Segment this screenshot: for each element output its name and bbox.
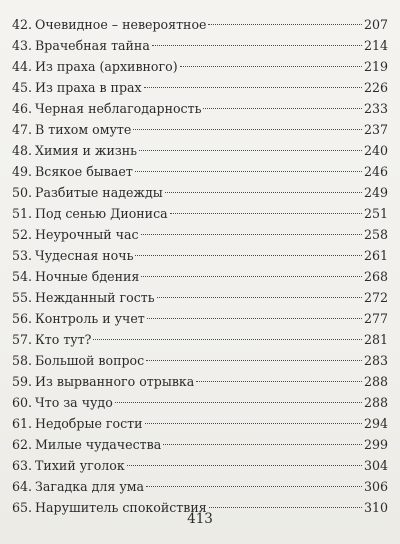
entry-page: 283 [363,353,388,368]
entry-number: 57. [12,332,33,347]
entry-title: Контроль и учет [35,311,145,326]
dot-leader [152,45,362,46]
entry-number: 63. [12,458,33,473]
entry-title: Из праха (архивного) [35,59,178,74]
entry-number: 42. [12,17,33,32]
entry-number: 46. [12,101,33,116]
dot-leader [115,402,362,403]
entry-number: 55. [12,290,33,305]
entry-number: 56. [12,311,33,326]
entry-page: 251 [363,206,388,221]
entry-title: Неурочный час [35,227,139,242]
dot-leader [203,108,362,109]
entry-number: 44. [12,59,33,74]
entry-title: Под сенью Диониса [35,206,168,221]
entry-page: 281 [363,332,388,347]
dot-leader [127,465,362,466]
dot-leader [93,339,362,340]
toc-entry [12,161,388,182]
entry-page: 277 [363,311,388,326]
entry-title: Большой вопрос [35,353,145,368]
toc-entry [12,413,388,434]
toc-entry [12,371,388,392]
dot-leader [157,297,362,298]
toc-entry [12,203,388,224]
toc-entry [12,119,388,140]
entry-page: 294 [363,416,388,431]
dot-leader [135,255,362,256]
entry-title: Загадка для ума [35,479,145,494]
entry-title: Чудесная ночь [35,248,134,263]
entry-number: 65. [12,500,33,515]
entry-title: Очевидное – невероятное [35,17,207,32]
dot-leader [139,150,362,151]
entry-number: 61. [12,416,33,431]
entry-page: 219 [363,59,388,74]
entry-number: 54. [12,269,33,284]
entry-number: 45. [12,80,33,95]
entry-title: Черная неблагодарность [35,101,202,116]
entry-page: 299 [363,437,388,452]
toc-entry [12,77,388,98]
entry-page: 288 [363,374,388,389]
dot-leader [145,423,362,424]
entry-page: 240 [363,143,388,158]
toc-entry [12,392,388,413]
toc-entry [12,266,388,287]
dot-leader [165,192,362,193]
entry-number: 48. [12,143,33,158]
entry-title: Тихий уголок [35,458,125,473]
entry-title: Химия и жизнь [35,143,138,158]
dot-leader [163,444,362,445]
entry-title: Милые чудачества [35,437,162,452]
entry-title: Из вырванного отрывка [35,374,195,389]
entry-title: Нарушитель спокойствия [35,500,207,515]
toc-entry [12,455,388,476]
dot-leader [133,129,362,130]
entry-page: 272 [363,290,388,305]
entry-number: 53. [12,248,33,263]
toc-entry [12,350,388,371]
toc-entry [12,224,388,245]
toc-entry [12,287,388,308]
entry-page: 246 [363,164,388,179]
dot-leader [146,486,362,487]
entry-number: 59. [12,374,33,389]
entry-page: 237 [363,122,388,137]
entry-title: В тихом омуте [35,122,132,137]
dot-leader [146,360,362,361]
entry-page: 288 [363,395,388,410]
entry-number: 50. [12,185,33,200]
entry-page: 268 [363,269,388,284]
entry-number: 62. [12,437,33,452]
table-of-contents [12,14,388,518]
entry-page: 249 [363,185,388,200]
dot-leader [170,213,362,214]
entry-title: Врачебная тайна [35,38,150,53]
entry-title: Из праха в прах [35,80,142,95]
entry-title: Недобрые гости [35,416,143,431]
entry-title: Всякое бывает [35,164,133,179]
toc-entry [12,35,388,56]
entry-number: 47. [12,122,33,137]
dot-leader [196,381,362,382]
entry-number: 43. [12,38,33,53]
dot-leader [135,171,362,172]
entry-title: Что за чудо [35,395,113,410]
entry-page: 207 [363,17,388,32]
entry-number: 64. [12,479,33,494]
dot-leader [208,24,361,25]
toc-entry [12,56,388,77]
entry-page: 226 [363,80,388,95]
dot-leader [144,87,362,88]
entry-page: 306 [363,479,388,494]
toc-entry [12,140,388,161]
toc-entry [12,476,388,497]
entry-page: 233 [363,101,388,116]
page-number: 413 [187,511,213,527]
toc-entry [12,14,388,35]
dot-leader [147,318,362,319]
entry-number: 51. [12,206,33,221]
entry-number: 49. [12,164,33,179]
dot-leader [209,507,362,508]
entry-page: 310 [363,500,388,515]
dot-leader [141,234,362,235]
entry-title: Разбитые надежды [35,185,163,200]
toc-entry [12,182,388,203]
entry-number: 58. [12,353,33,368]
entry-number: 52. [12,227,33,242]
toc-entry [12,308,388,329]
entry-title: Ночные бдения [35,269,140,284]
entry-page: 304 [363,458,388,473]
toc-entry [12,434,388,455]
entry-page: 258 [363,227,388,242]
dot-leader [141,276,362,277]
entry-number: 60. [12,395,33,410]
toc-entry [12,329,388,350]
toc-entry [12,98,388,119]
entry-title: Кто тут? [35,332,92,347]
dot-leader [180,66,362,67]
entry-title: Нежданный гость [35,290,155,305]
entry-page: 261 [363,248,388,263]
toc-entry [12,245,388,266]
entry-page: 214 [363,38,388,53]
